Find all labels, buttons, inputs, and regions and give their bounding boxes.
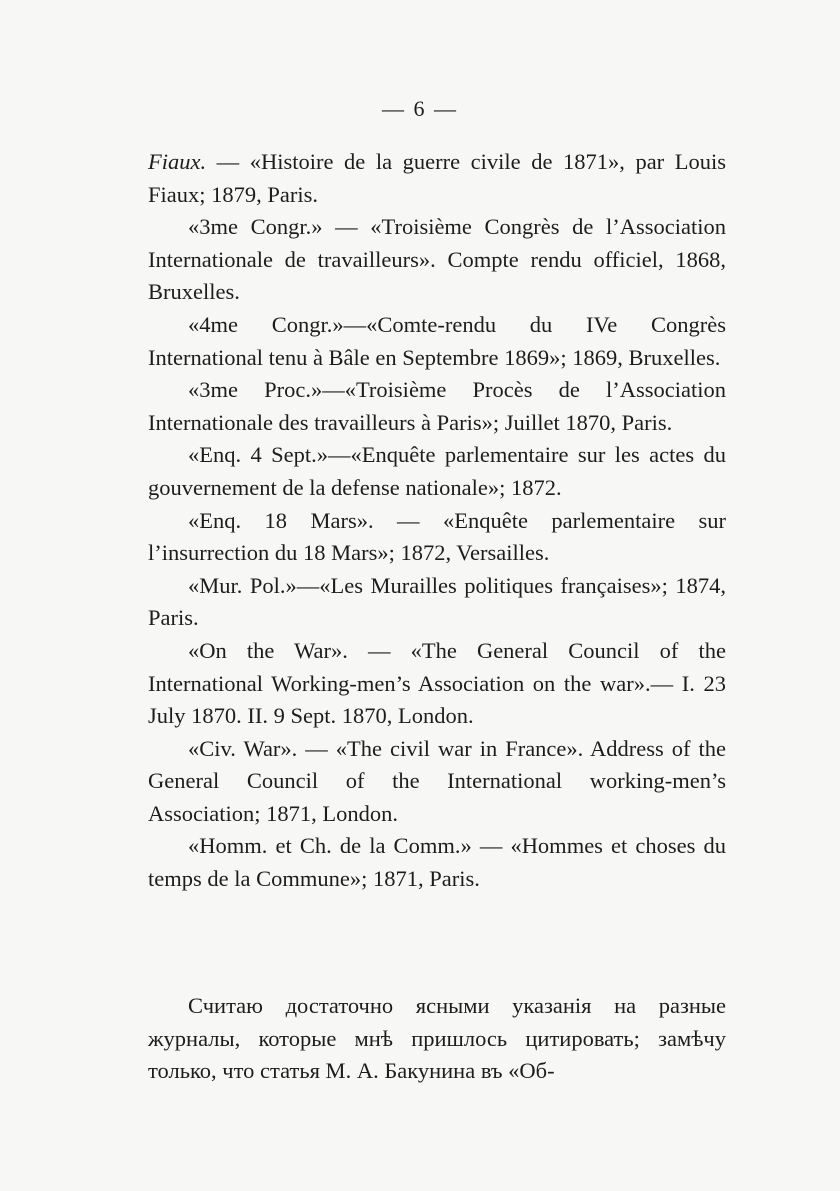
references-list [148,146,726,896]
reference-description: —«Troisième Procès de l’Association Internationale des travailleurs à Paris»; Juillet 1870, Paris. [148,377,726,435]
reference-entry [148,439,726,504]
reference-abbreviation: «Homm. et Ch. de la Comm.» [188,833,472,859]
reference-description: — «Troisième Congrès de l’Association Internationale de travailleurs». Compte rendu officiel, 1868, Bruxelles. [148,214,727,305]
reference-description: —«Enquête parlementaire sur les actes du gouvernement de la defense nationale»; 1872. [148,442,726,500]
reference-abbreviation: Fiaux. [148,149,207,174]
reference-description: — «Enquête parlementaire sur l’insurrection du 18 Mars»; 1872, Versailles. [148,507,726,566]
reference-entry [148,733,726,831]
reference-description: —«Comte-rendu du IVe Congrès International tenu à Bâle en Septembre 1869»; 1869, Bruxelles. [148,311,726,370]
reference-entry [148,635,726,733]
reference-abbreviation: «Mur. Pol.» [188,572,297,598]
reference-description: — «Histoire de la guerre civile de 1871», par Louis Fiaux; 1879, Paris. [148,149,726,207]
reference-description: — «The civil war in France». Address of the General Council of the International working-men’s Association; 1871, London. [148,735,726,826]
reference-entry [148,505,726,570]
reference-abbreviation: «4me Congr.» [188,311,344,337]
reference-entry [148,146,726,211]
reference-entry [148,830,726,895]
reference-entry [148,309,726,374]
reference-entry [148,570,726,635]
reference-abbreviation: «Enq. 4 Sept.» [188,442,328,468]
reference-abbreviation: «On the War». [188,637,348,663]
closing-paragraph-block [148,990,726,1088]
reference-description: —«Les Murailles politiques françaises»; 1874, Paris. [148,572,726,631]
reference-entry [148,374,726,439]
reference-abbreviation: «Civ. War». [188,735,298,761]
reference-description: — «Hommes et choses du temps de la Commune»; 1871, Paris. [148,833,727,892]
reference-abbreviation: «3me Proc.» [188,377,323,403]
reference-abbreviation: «3me Congr.» [188,214,323,240]
reference-entry [148,211,726,309]
closing-paragraph: Считаю достаточно ясными указанія на разные журналы, которые мнѣ пришлось цитировать; замѣчу только, что статья М. А. Бакунина въ «Об- [148,993,726,1084]
page-number: — 6 — [382,96,458,121]
reference-abbreviation: «Enq. 18 Mars». [188,507,374,533]
reference-description: — «The General Council of the International Working-men’s Association on the war».— I. 23 July 1870. II. 9 Sept. 1870, London. [148,637,726,729]
